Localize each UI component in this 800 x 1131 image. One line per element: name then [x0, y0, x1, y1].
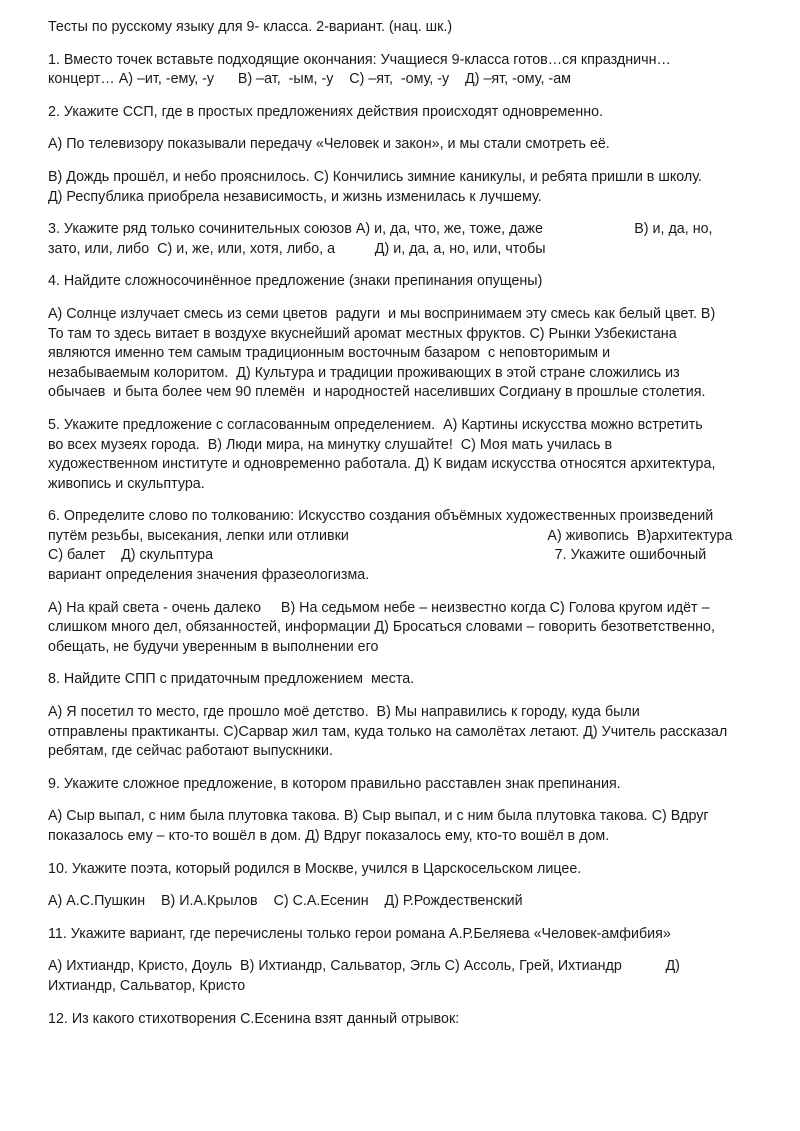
paragraph-q6-q7 — [48, 507, 742, 585]
text-line: зато, или, либо С) и, же, или, хотя, либо, а Д) и, да, а, но, или, чтобы — [48, 240, 546, 257]
paragraph-q4-options — [48, 305, 742, 403]
paragraph-q5 — [48, 416, 742, 494]
text-line: концерт… А) –ит, -ему, -у В) –ат, -ым, -у С) –ят, -ому, -у Д) –ят, -ому, -ам — [48, 71, 571, 88]
text-line: художественном институте и одновременно работала. Д) К видам искусства относятся архитектура, — [48, 456, 716, 473]
paragraph-q9 — [48, 775, 742, 795]
text-line: 11. Укажите вариант, где перечислены только герои романа А.Р.Беляева «Человек-амфибия» — [48, 925, 671, 942]
text-line: С) балет Д) скульптура 7. Укажите ошибочный — [48, 547, 707, 564]
text-line: 3. Укажите ряд только сочинительных союзов А) и, да, что, же, тоже, даже В) и, да, но, — [48, 221, 713, 238]
paragraph-q12 — [48, 1010, 742, 1030]
text-line: вариант определения значения фразеологизма. — [48, 567, 370, 584]
text-line: 9. Укажите сложное предложение, в котором правильно расставлен знак препинания. — [48, 775, 621, 792]
text-line: 8. Найдите СПП с придаточным предложением места. — [48, 671, 415, 688]
text-line: А) На край света - очень далеко В) На седьмом небе – неизвестно когда С) Голова кругом идёт – — [48, 599, 710, 616]
text-line: А) Ихтиандр, Кристо, Доуль В) Ихтиандр, Сальватор, Эгль С) Ассоль, Грей, Ихтиандр Д) — [48, 958, 680, 975]
paragraph-q2-a — [48, 135, 742, 155]
text-line: Д) Республика приобрела независимость, и жизнь изменилась к лучшему. — [48, 188, 542, 205]
text-line: 1. Вместо точек вставьте подходящие окончания: Учащиеся 9-класса готов…ся кпраздничн… — [48, 51, 671, 68]
text-line: 6. Определите слово по толкованию: Искусство создания объёмных художественных произведений — [48, 508, 714, 525]
text-line: являются именно тем самым традиционным восточным базаром с неповторимым и — [48, 345, 611, 362]
question-list — [48, 51, 742, 1030]
paragraph-q3 — [48, 220, 742, 259]
paragraph-q2-bcd — [48, 168, 742, 207]
text-line: обычаев и быта более чем 90 племён и народностей населивших Согдиану в прошлые столетия. — [48, 384, 706, 401]
text-line: обещать, не будучи уверенным в выполнении его — [48, 638, 379, 655]
text-line: В) Дождь прошёл, и небо прояснилось. С) Кончились зимние каникулы, и ребята пришли в школу. — [48, 168, 702, 185]
paragraph-q9-options — [48, 807, 742, 846]
text-line: 2. Укажите ССП, где в простых предложениях действия происходят одновременно. — [48, 103, 604, 120]
paragraph-q10-options — [48, 892, 742, 912]
paragraph-q7-options — [48, 599, 742, 658]
paragraph-q1 — [48, 51, 742, 90]
paragraph-q4 — [48, 272, 742, 292]
text-line: 5. Укажите предложение с согласованным определением. А) Картины искусства можно встретить — [48, 416, 703, 433]
text-line: 10. Укажите поэта, который родился в Москве, учился в Царскосельском лицее. — [48, 860, 582, 877]
text-line: ребятам, где сейчас работают выпускники. — [48, 743, 334, 760]
text-line: незабываемым колоритом. Д) Культура и традиции проживающих в этой стране сложились из — [48, 364, 680, 381]
text-line: А) А.С.Пушкин В) И.А.Крылов С) С.А.Есенин Д) Р.Рождественский — [48, 893, 523, 910]
text-line: живопись и скульптура. — [48, 475, 205, 492]
text-line: показалось ему – кто-то вошёл в дом. Д) Вдруг показалось ему, кто-то вошёл в дом. — [48, 828, 610, 844]
text-line: во всех музеях города. В) Люди мира, на минутку слушайте! С) Моя мать училась в — [48, 436, 613, 453]
text-line: слишком много дел, обязанностей, информации Д) Бросаться словами – говорить безответственно, — [48, 619, 715, 636]
paragraph-q11 — [48, 925, 742, 945]
text-line: А) Я посетил то место, где прошло моё детство. В) Мы направились к городу, куда были — [48, 704, 640, 721]
paragraph-q8-options — [48, 703, 742, 762]
text-line: А) Сыр выпал, с ним была плутовка такова. В) Сыр выпал, и с ним была плутовка такова. С) Вдруг — [48, 808, 709, 825]
text-line: 12. Из какого стихотворения С.Есенина взят данный отрывок: — [48, 1010, 460, 1027]
text-line: 4. Найдите сложносочинённое предложение (знаки препинания опущены) — [48, 273, 543, 290]
text-line: А) По телевизору показывали передачу «Человек и закон», и мы стали смотреть её. — [48, 136, 610, 153]
text-line: То там то здесь витает в воздухе вкуснейший аромат местных фруктов. С) Рынки Узбекистана — [48, 325, 677, 342]
document-title: Тесты по русскому языку для 9- класса. 2-вариант. (нац. шк.) — [48, 19, 453, 35]
text-line: отправлены практиканты. С)Сарвар жил там, куда только на самолётах летают. Д) Учитель рассказал — [48, 723, 728, 740]
paragraph-q10 — [48, 860, 742, 880]
text-line: А) Солнце излучает смесь из семи цветов радуги и мы воспринимаем эту смесь как белый цвет. В) — [48, 305, 716, 322]
paragraph-q2 — [48, 103, 742, 123]
paragraph-q11-options — [48, 957, 742, 996]
paragraph-q8 — [48, 670, 742, 690]
text-line: путём резьбы, высекания, лепки или отливки А) живопись В)архитектура — [48, 527, 733, 544]
text-line: Ихтиандр, Сальватор, Кристо — [48, 977, 246, 994]
